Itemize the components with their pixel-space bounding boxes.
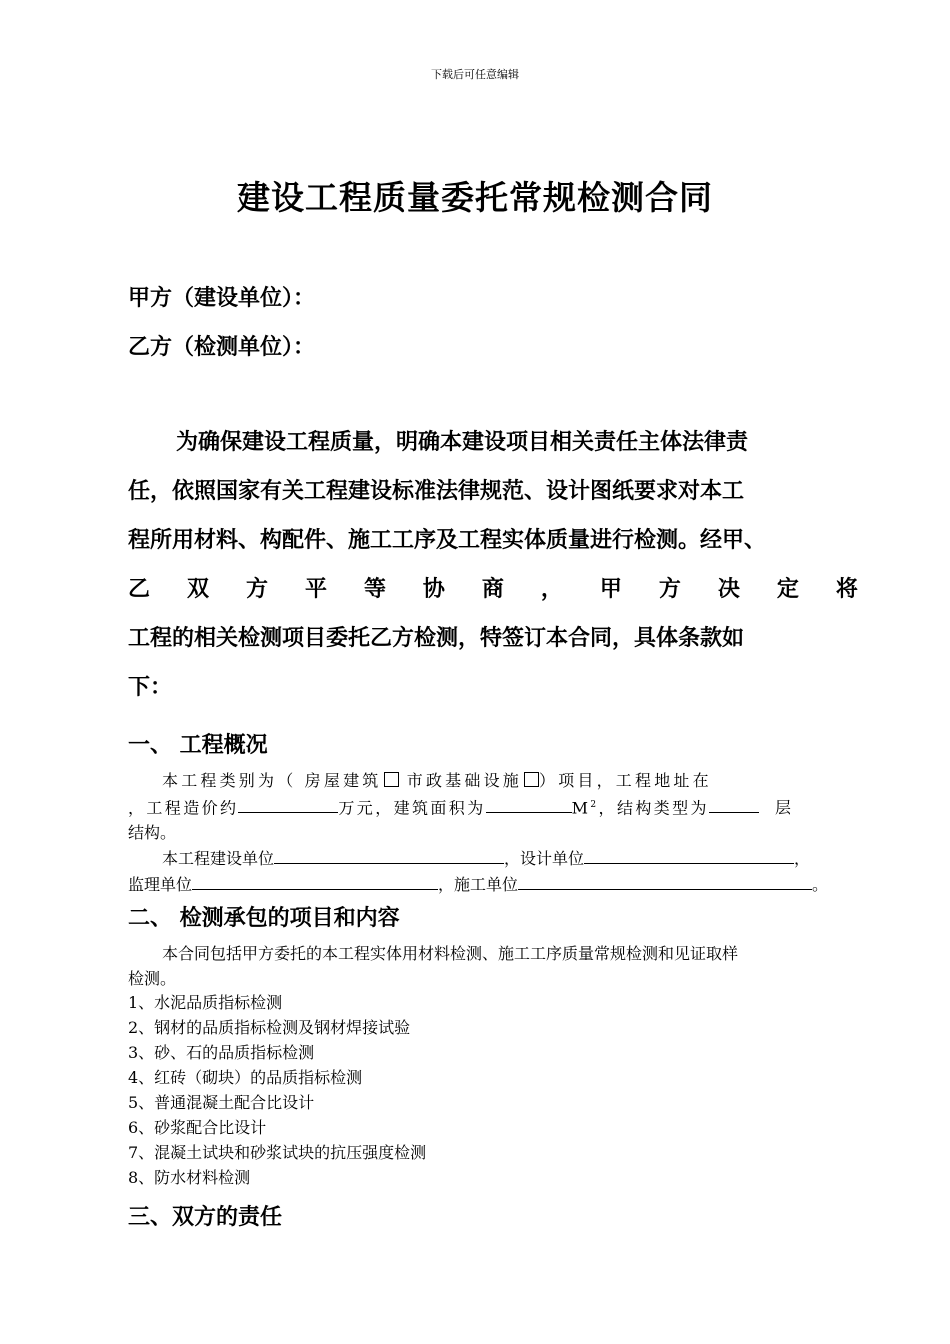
- section-2-body: [128, 941, 858, 991]
- list-item: 2、钢材的品质指标检测及钢材焊接试验: [128, 1018, 411, 1037]
- municipal-checkbox[interactable]: [524, 772, 539, 787]
- area-field[interactable]: [486, 794, 572, 813]
- building-checkbox[interactable]: [384, 772, 399, 787]
- intro-spread-char: 平: [304, 577, 327, 602]
- intro-spread-char: 双: [186, 577, 209, 602]
- list-item: 4、红砖（砌块）的品质指标检测: [128, 1068, 363, 1087]
- section-2-title: 二、 检测承包的项目和内容: [128, 906, 400, 931]
- structure-line: 结构。: [128, 823, 177, 843]
- intro-spread-char: 定: [776, 577, 799, 602]
- intro-line: 工程的相关检测项目委托乙方检测，特签订本合同，具体条款如: [128, 626, 745, 651]
- cost-field[interactable]: [238, 794, 338, 813]
- builder-field[interactable]: [274, 845, 504, 864]
- area-unit: M: [571, 798, 591, 818]
- intro-spread-char: 协: [422, 577, 445, 602]
- party-b-label: 乙方（检测单位）：: [128, 335, 316, 360]
- intro-spread-char: ，: [540, 577, 563, 602]
- intro-spread-char: 甲: [599, 577, 622, 602]
- supervisor-label: 监理单位: [128, 875, 193, 895]
- supervisor-contractor-line: [128, 871, 858, 897]
- floors-label: 层: [774, 798, 794, 818]
- contractor-field[interactable]: [518, 871, 812, 890]
- inspection-item-list: [128, 990, 426, 1190]
- intro-line: 为确保建设工程质量，明确本建设项目相关责任主体法律责: [176, 430, 749, 455]
- intro-line: 程所用材料、构配件、施工工序及工程实体质量进行检测。经甲、: [128, 528, 767, 553]
- list-item: 6、砂浆配合比设计: [128, 1118, 267, 1137]
- section-2-paragraph-line: 本合同包括甲方委托的本工程实体用材料检测、施工工序质量常规检测和见证取样: [162, 944, 739, 963]
- project-type-label: 本工程类别为（ 房屋建筑: [162, 771, 382, 790]
- area-label: 万元，建筑面积为: [338, 798, 486, 818]
- intro-spread-char: 决: [717, 577, 740, 602]
- floors-field[interactable]: [709, 794, 759, 813]
- municipal-label: 市政基础设施: [398, 771, 522, 790]
- structure-label: ，结构类型为: [598, 798, 709, 818]
- list-item: 3、砂、石的品质指标检测: [128, 1043, 315, 1062]
- section-1-body: [128, 768, 858, 897]
- intro-paragraph: [128, 418, 858, 712]
- cost-label: ，工程造价约: [128, 798, 239, 818]
- intro-spread-char: 商: [481, 577, 504, 602]
- designer-field[interactable]: [584, 845, 794, 864]
- builder-label: 本工程建设单位: [162, 849, 275, 869]
- builder-designer-line: [128, 845, 858, 871]
- section-2-paragraph-line: 检测。: [128, 969, 177, 988]
- project-type-line: [128, 768, 858, 793]
- period: 。: [812, 875, 829, 895]
- section-3-title: 三、双方的责任: [128, 1205, 283, 1230]
- party-a-label: 甲方（建设单位）：: [128, 286, 316, 311]
- intro-line-justified: [128, 565, 858, 614]
- intro-line: 下：: [128, 675, 173, 700]
- contractor-label: ，施工单位: [438, 875, 519, 895]
- intro-spread-char: 方: [658, 577, 681, 602]
- intro-spread-char: 将: [835, 577, 858, 602]
- cost-area-line: [128, 793, 858, 820]
- document-title: 建设工程质量委托常规检测合同: [237, 178, 713, 217]
- supervisor-field[interactable]: [192, 871, 438, 890]
- intro-spread-char: 方: [245, 577, 268, 602]
- comma: ，: [794, 849, 811, 869]
- intro-spread-char: 等: [363, 577, 386, 602]
- page-header: 下载后可任意编辑: [431, 68, 519, 81]
- area-unit-exponent: 2: [590, 800, 599, 810]
- section-1-title: 一、 工程概况: [128, 733, 268, 758]
- list-item: 5、普通混凝土配合比设计: [128, 1093, 315, 1112]
- intro-spread-char: 乙: [128, 577, 151, 602]
- list-item: 8、防水材料检测: [128, 1168, 251, 1187]
- intro-line: 任，依照国家有关工程建设标准法律规范、设计图纸要求对本工: [128, 479, 745, 504]
- address-label: ）项目，工程地址在: [539, 771, 712, 790]
- list-item: 7、混凝土试块和砂浆试块的抗压强度检测: [128, 1143, 427, 1162]
- list-item: 1、水泥品质指标检测: [128, 993, 283, 1012]
- designer-label: ，设计单位: [504, 849, 585, 869]
